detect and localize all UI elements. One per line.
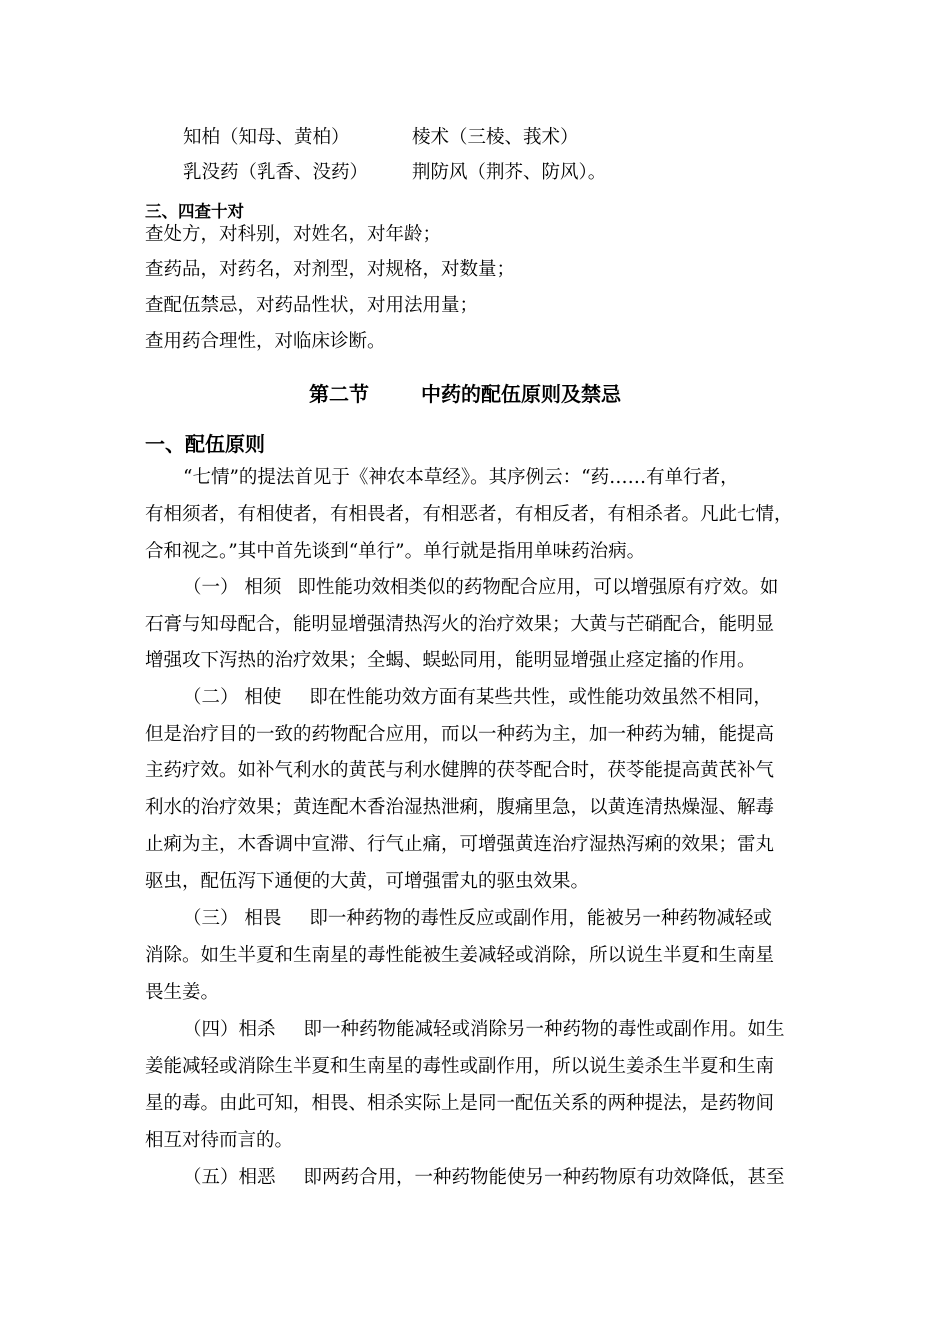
intro-line-1: “七情”的提法首见于《神农本草经》。其序例云：“药……有单行者， (183, 467, 739, 488)
item-2-line-1: 即在性能功效方面有某些共性，或性能功效虽然不相同， (309, 687, 772, 708)
item-1-line-3: 增强攻下泻热的治疗效果；全蝎、蜈蚣同用，能明显增强止痉定搐的作用。 (145, 650, 756, 671)
check-line-2: 查药品，对药名，对剂型，对规格，对数量； (145, 259, 516, 280)
item-4-line-2: 姜能减轻或消除生半夏和生南星的毒性或副作用，所以说生姜杀生半夏和生南 (145, 1056, 775, 1077)
item-1-line-1: 即性能功效相类似的药物配合应用，可以增强原有疗效。如 (297, 577, 779, 598)
item-4-line-3: 星的毒。由此可知，相畏、相杀实际上是同一配伍关系的两种提法，是药物间 (145, 1093, 775, 1114)
item-3-first-line (183, 907, 772, 931)
item-4-line-4: 相互对待而言的。 (145, 1130, 294, 1151)
item-1-first-line (183, 576, 778, 600)
item-2-line-3: 主药疗效。如补气利水的黄芪与利水健脾的茯苓配合时，茯苓能提高黄芪补气 (145, 760, 775, 781)
item-2-line-4: 利水的治疗效果；黄连配木香治湿热泄痢，腹痛里急，以黄连清热燥湿、解毒 (145, 797, 775, 818)
item-5-line-1: 即两药合用，一种药物能使另一种药物原有功效降低，甚至 (303, 1167, 785, 1188)
item-2-label: （二） 相使 (183, 687, 282, 708)
pair-right-1: 棱术（三棱、莪术） (412, 127, 579, 148)
item-5-first-line (183, 1166, 785, 1190)
check-line-4: 查用药合理性，对临床诊断。 (145, 331, 386, 352)
item-4-first-line (183, 1018, 785, 1042)
item-1-label: （一） 相须 (183, 577, 282, 598)
check-line-3: 查配伍禁忌，对药品性状，对用法用量； (145, 295, 479, 316)
heading-principles: 一、配伍原则 (145, 432, 265, 456)
pair-left-1: 知柏（知母、黄柏） (183, 127, 350, 148)
item-5-label: （五）相恶 (183, 1167, 276, 1188)
item-3-line-3: 畏生姜。 (145, 982, 220, 1003)
intro-line-2: 有相须者，有相使者，有相畏者，有相恶者，有相反者，有相杀者。凡此七情， (145, 504, 793, 525)
section-title (309, 378, 621, 407)
heading-four-checks: 三、四查十对 (145, 202, 244, 221)
item-2-first-line (183, 686, 772, 710)
section-name: 中药的配伍原则及禁忌 (421, 382, 621, 406)
item-2-line-6: 驱虫，配伍泻下通便的大黄，可增强雷丸的驱虫效果。 (145, 871, 590, 892)
intro-line-3: 合和视之。”其中首先谈到“单行”。单行就是指用单味药治病。 (145, 541, 646, 562)
item-2-line-5: 止痢为主，木香调中宣滞、行气止痛，可增强黄连治疗湿热泻痢的效果；雷丸 (145, 834, 775, 855)
check-line-1: 查处方，对科别，对姓名，对年龄； (145, 224, 442, 245)
item-4-line-1: 即一种药物能减轻或消除另一种药物的毒性或副作用。如生 (303, 1019, 785, 1040)
item-3-line-1: 即一种药物的毒性反应或副作用，能被另一种药物减轻或 (309, 908, 772, 929)
pair-left-2: 乳没药（乳香、没药） (183, 162, 369, 183)
pair-right-2: 荆防风（荆芥、防风）。 (412, 162, 607, 183)
item-2-line-2: 但是治疗目的一致的药物配合应用，而以一种药为主，加一种药为辅，能提高 (145, 724, 775, 745)
item-4-label: （四）相杀 (183, 1019, 276, 1040)
item-1-line-2: 石膏与知母配合，能明显增强清热泻火的治疗效果；大黄与芒硝配合，能明显 (145, 614, 775, 635)
section-number: 第二节 (309, 382, 369, 406)
item-3-label: （三） 相畏 (183, 908, 282, 929)
item-3-line-2: 消除。如生半夏和生南星的毒性能被生姜减轻或消除，所以说生半夏和生南星 (145, 945, 775, 966)
